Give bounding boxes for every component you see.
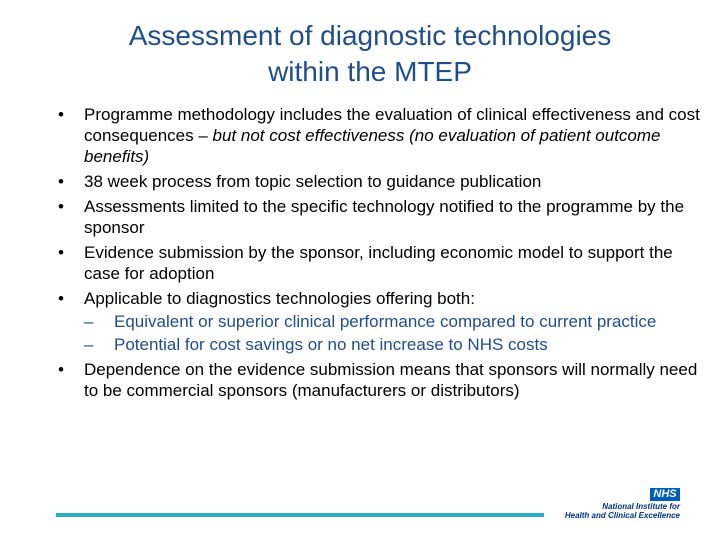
bullet-item [0,242,700,284]
bullet-marker: • [58,172,64,191]
sub-bullet-item [84,311,700,332]
bullet-text: Evidence submission by the sponsor, including economic model to support the case for adoption [84,243,673,283]
bullet-text: 38 week process from topic selection to guidance publication [84,172,542,191]
bullet-item [0,288,700,355]
nice-logo-line-2: Health and Clinical Excellence [564,511,680,520]
bullet-marker: • [58,289,64,308]
bullet-list [0,104,700,405]
bullet-item [0,171,700,192]
bullet-item [0,196,700,238]
bullet-marker: • [58,243,64,262]
slide-title-line-2: within the MTEP [268,56,472,87]
bullet-text: Dependence on the evidence submission means that sponsors will normally need to be commercial sponsors (manufacturers or distributors) [84,360,698,400]
sub-bullet-item [84,334,700,355]
footer-accent-line [56,513,544,517]
nhs-badge: NHS [650,488,680,501]
bullet-emphasis-text: but not cost effectiveness (no evaluation of patient outcome benefits) [84,126,661,166]
sub-bullet-text: Potential for cost savings or no net increase to NHS costs [114,335,548,354]
nice-logo-text [565,502,680,520]
bullet-text: Programme methodology includes the evaluation of clinical effectiveness and cost consequences – [84,105,700,145]
bullet-marker: • [58,360,64,379]
bullet-marker: • [58,197,64,216]
slide-title [40,18,700,90]
sub-bullet-list [84,311,700,355]
sub-bullet-marker: – [84,335,94,354]
bullet-item [0,359,700,401]
bullet-item [0,104,700,167]
bullet-text: Applicable to diagnostics technologies offering both: [84,289,475,308]
bullet-marker: • [58,105,64,124]
nhs-nice-logo [564,488,680,532]
sub-bullet-marker: – [84,312,94,331]
sub-bullet-text: Equivalent or superior clinical performance compared to current practice [114,312,657,331]
nice-logo-line-1: National Institute for [602,502,680,511]
bullet-text: Assessments limited to the specific technology notified to the programme by the sponsor [84,197,685,237]
slide-title-line-1: Assessment of diagnostic technologies [128,20,612,51]
